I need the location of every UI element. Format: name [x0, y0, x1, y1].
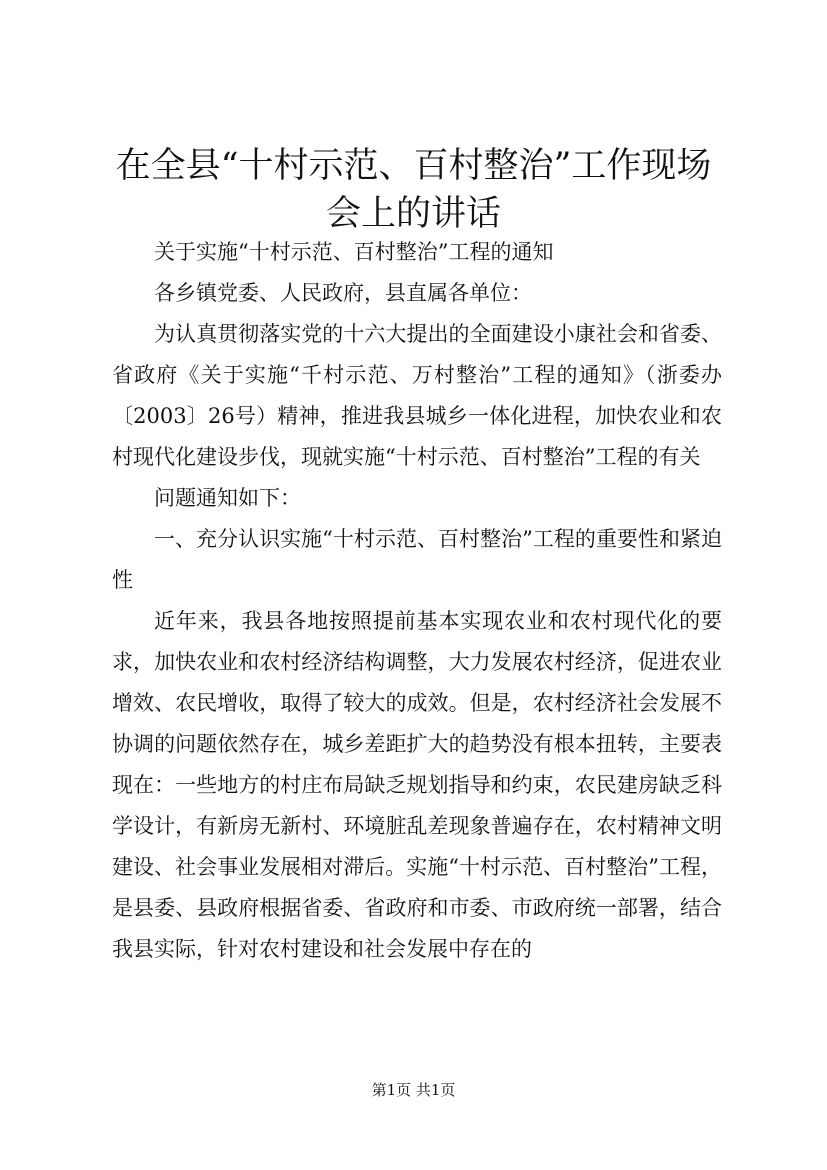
- page-number-footer: 第1页 共1页: [371, 1081, 456, 1099]
- paragraph-notice-follows: 问题通知如下：: [154, 486, 301, 510]
- paragraph-intro: 为认真贯彻落实党的十六大提出的全面建设小康社会和省委、省政府《关于实施“千村示范、万村整治”工程的通知》（浙委办〔2003〕26号）精神，推进我县城乡一体化进程，加快农业和农村现代化建设步伐，现就实施“十村示范、百村整治”工程的有关: [112, 322, 722, 469]
- paragraph-background: 近年来，我县各地按照提前基本实现农业和农村现代化的要求，加快农业和农村经济结构调整，大力发展农村经济，促进农业增效、农民增收，取得了较大的成效。但是，农村经济社会发展不协调的问题依然存在，城乡差距扩大的趋势没有根本扭转，主要表现在：一些地方的村庄布局缺乏规划指导和约束，农民建房缺乏科学设计，有新房无新村、环境脏乱差现象普遍存在，农村精神文明建设、社会事业发展相对滞后。实施“十村示范、百村整治”工程，是县委、县政府根据省委、省政府和市委、市政府统一部署，结合我县实际，针对农村建设和社会发展中存在的: [112, 609, 722, 961]
- document-body: [112, 232, 722, 970]
- document-title: 在全县“十村示范、百村整治”工作现场会上的讲话: [115, 146, 712, 234]
- paragraph-notice-heading: 关于实施“十村示范、百村整治”工程的通知: [154, 240, 554, 264]
- paragraph-addressees: 各乡镇党委、人民政府，县直属各单位：: [154, 281, 532, 305]
- section-heading-one: 一、充分认识实施“十村示范、百村整治”工程的重要性和紧迫性: [112, 527, 722, 592]
